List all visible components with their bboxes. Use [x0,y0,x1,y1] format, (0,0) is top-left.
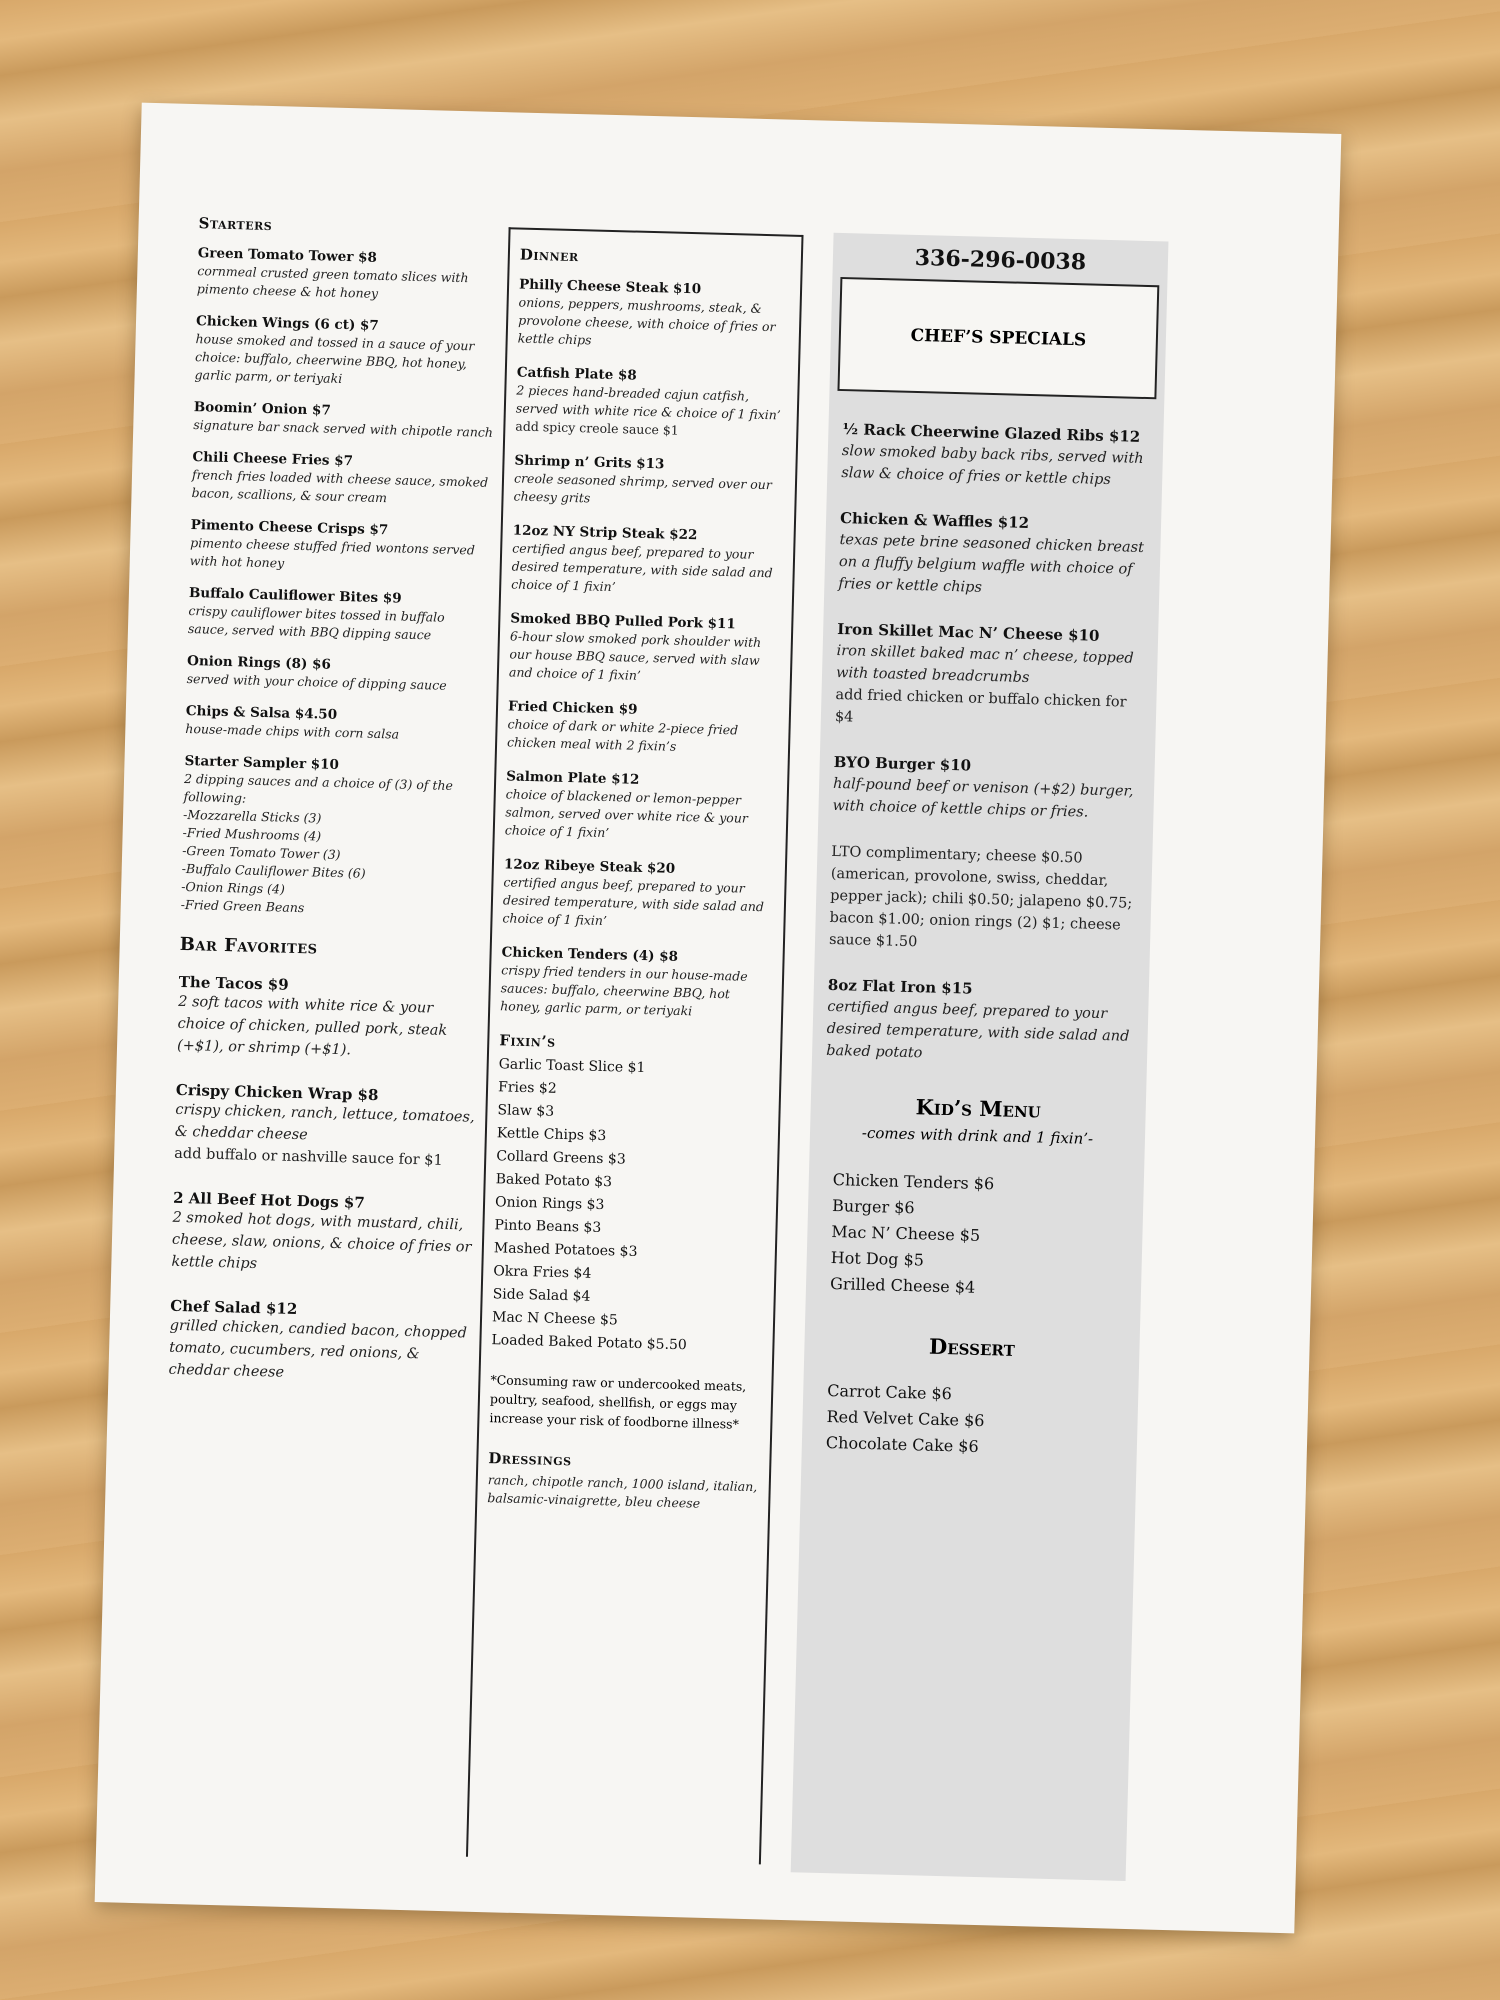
list-item: Mashed Potatoes $3 [493,1240,638,1260]
menu-item [835,619,1145,736]
item-name: Buffalo Cauliflower Bites $9 [188,585,402,607]
menu-paper [95,103,1342,1934]
menu-item [174,1081,476,1173]
list-item: Chocolate Cake $6 [825,1432,979,1456]
item-desc: french fries loaded with cheese sauce, smoked bacon, scallions, & sour cream [191,467,489,506]
item-desc: house smoked and tossed in a sauce of your choice: buffalo, cheerwine BBQ, hot honey, garlic parm, or teriyaki [194,331,475,386]
menu-item [185,702,486,746]
list-item: Side Salad $4 [492,1286,591,1305]
item-desc: crispy fried tenders in our house-made sauces: buffalo, cheerwine BBQ, hot honey, garlic parm, or teriyaki [500,962,748,1019]
list-item: Burger $6 [831,1196,915,1218]
list-item: Chicken Tenders $6 [832,1170,995,1194]
list-item: Mac N Cheese $5 [491,1309,618,1329]
item-name: Onion Rings (8) $6 [186,652,332,673]
list-item: Hot Dog $5 [830,1248,925,1270]
list-item: Onion Rings $3 [494,1194,605,1214]
menu-item [191,448,492,510]
item-name: The Tacos $9 [178,972,289,994]
item-name: 8oz Flat Iron $15 [827,975,973,998]
menu-item [509,609,782,688]
sampler-line: -Mozzarella Sticks (3) [182,806,322,826]
list-item: Mac N’ Cheese $5 [831,1222,981,1245]
burger-addons: LTO complimentary; cheese $0.50 (american, provolone, swiss, cheddar, pepper jack); chili $0.50; jalapeno $0.75; bacon $1.00; onion rings (2) $1; cheese sauce $1.50 [828,843,1133,951]
item-name: Smoked BBQ Pulled Pork $11 [510,610,737,633]
dressings-heading: Dressings [488,1449,572,1470]
item-desc: served with your choice of dipping sauce [186,670,447,693]
list-item: Pinto Beans $3 [494,1217,602,1237]
dessert-list [816,1378,1125,1464]
item-desc: onions, peppers, mushrooms, steak, & provolone cheese, with choice of fries or kettle chips [517,294,776,348]
list-item: Loaded Baked Potato $5.50 [491,1332,688,1354]
item-desc: creole seasoned shrimp, served over our cheesy grits [513,470,773,506]
food-safety-notice: *Consuming raw or undercooked meats, poultry, seafood, shellfish, or eggs may increase your risk of foodborne illness* [489,1372,747,1432]
item-desc: house-made chips with corn salsa [185,720,400,742]
bar-favorites-heading: Bar Favorites [179,933,318,959]
menu-item [826,975,1135,1070]
menu-item [168,1297,470,1389]
item-name: Pimento Cheese Crisps $7 [190,517,389,539]
bar-favorites [168,934,480,1389]
menu-item [502,855,775,934]
list-item: Kettle Chips $3 [496,1125,607,1145]
item-name: 12oz NY Strip Steak $22 [512,522,698,544]
fixins-list [491,1053,770,1359]
list-item: Carrot Cake $6 [827,1380,953,1404]
list-item: Garlic Toast Slice $1 [498,1056,646,1077]
dinner-heading: Dinner [519,245,579,266]
menu-item [186,652,487,696]
menu-item [177,973,479,1065]
item-desc: choice of dark or white 2-piece fried chicken meal with 2 fixin’s [506,716,739,754]
item-desc: 6-hour slow smoked pork shoulder with our house BBQ sauce, served with slaw and choice of 1 fixin’ [508,628,762,683]
menu-item [190,516,491,578]
list-item: Okra Fries $4 [493,1263,592,1282]
menu-item [197,244,498,306]
item-name: Boomin’ Onion $7 [193,399,332,419]
item-name: Chicken Wings (6 ct) $7 [195,313,380,334]
starters-list [181,244,498,922]
item-desc: slow smoked baby back ribs, served with slaw & choice of fries or kettle chips [841,443,1144,489]
chefs-specials-title: CHEF’S SPECIALS [910,325,1087,351]
menu-item [505,767,778,846]
menu-item [188,584,489,646]
starters-heading: Starters [198,214,273,235]
item-name: Salmon Plate $12 [506,768,640,788]
item-desc: certified angus beef, prepared to your desired temperature, with side salad and choice of 1 fixin’ [511,540,773,595]
item-desc: pimento cheese stuffed fried wontons served with hot honey [189,535,476,571]
menu-item [515,364,788,443]
item-name: Starter Sampler $10 [184,752,340,773]
sampler-line: -Green Tomato Tower (3) [182,842,341,863]
chefs-specials-box [837,277,1159,399]
item-name: Iron Skillet Mac N’ Cheese $10 [836,619,1100,645]
item-desc: half-pound beef or venison (+$2) burger, with choice of kettle chips or fries. [832,775,1134,821]
sampler-line: -Fried Green Beans [180,896,305,916]
kids-menu-note: -comes with drink and 1 fixin’- [861,1123,1094,1148]
menu-item [171,1189,473,1281]
phone-number: 336-296-0038 [914,244,1087,276]
menu-item [513,451,785,512]
sampler-line: -Onion Rings (4) [181,878,286,897]
starter-sampler [181,752,485,922]
item-name: Philly Cheese Steak $10 [518,276,702,298]
item-name: Chef Salad $12 [170,1296,298,1319]
list-item: Grilled Cheese $4 [829,1274,976,1297]
item-extra: add buffalo or nashville sauce for $1 [174,1145,443,1169]
item-desc: grilled chicken, candied bacon, chopped tomato, cucumbers, red onions, & cheddar cheese [168,1317,468,1381]
list-item: Collard Greens $3 [496,1148,626,1168]
item-desc: 2 soft tacos with white rice & your choice of chicken, pulled pork, steak (+$1), or shrimp (+$1). [176,993,448,1059]
item-desc: certified angus beef, prepared to your desired temperature, with side salad and baked potato [825,998,1130,1062]
list-item: Baked Potato $3 [495,1171,613,1191]
item-name: Chili Cheese Fries $7 [192,449,354,470]
menu-item [193,398,494,442]
menu-item [511,521,784,600]
item-name: ½ Rack Cheerwine Glazed Ribs $12 [842,420,1141,446]
item-desc: 2 smoked hot dogs, with mustard, chili, cheese, slaw, onions, & choice of fries or kettle chips [171,1209,472,1273]
item-name: BYO Burger $10 [833,752,972,775]
item-desc: texas pete brine seasoned chicken breast on a fluffy belgium waffle with choice of fries or kettle chips [838,532,1145,596]
list-item: Red Velvet Cake $6 [826,1406,985,1431]
item-extra: add spicy creole sauce $1 [515,418,679,438]
item-name: 2 All Beef Hot Dogs $7 [172,1188,366,1212]
menu-item [194,312,496,392]
item-name: Chicken Tenders (4) $8 [501,944,679,965]
item-name: Catfish Plate $8 [516,364,637,384]
item-desc: signature bar snack served with chipotle ranch [193,417,494,440]
sampler-line: 2 dipping sauces and a choice of (3) of the following: [183,770,454,806]
menu-item [517,276,790,355]
dressings-text: ranch, chipotle ranch, 1000 island, italian, balsamic-vinaigrette, bleu cheese [487,1472,758,1511]
left-column [168,214,499,1412]
fixins-heading: Fixin’s [499,1031,556,1051]
menu-item [832,752,1141,825]
menu-item [500,943,773,1022]
item-name: Chips & Salsa $4.50 [185,702,338,723]
dessert-heading: Dessert [928,1333,1016,1361]
kids-menu-list [820,1167,1130,1305]
menu-item [507,697,779,758]
item-name: Crispy Chicken Wrap $8 [175,1080,379,1105]
menu-item [841,419,1150,492]
right-column [791,233,1169,1881]
list-item: Slaw $3 [497,1102,555,1120]
kids-menu-heading: Kid’s Menu [915,1094,1042,1123]
item-name: Chicken & Waffles $12 [839,509,1030,532]
item-desc: cornmeal crusted green tomato slices with pimento cheese & hot honey [196,263,469,301]
item-desc: choice of blackened or lemon-pepper salmon, served over white rice & your choice of 1 fixin’ [504,786,749,841]
sampler-line: -Buffalo Cauliflower Bites (6) [181,860,366,881]
item-desc: 2 pieces hand-breaded cajun catfish, served with white rice & choice of 1 fixin’ [515,382,781,423]
middle-column [466,227,804,1864]
item-desc: iron skillet baked mac n’ cheese, topped with toasted breadcrumbs [835,642,1134,687]
item-extra: add fried chicken or buffalo chicken for $4 [834,686,1127,726]
sampler-line: -Fried Mushrooms (4) [182,824,322,844]
item-name: 12oz Ribeye Steak $20 [503,856,676,877]
item-name: Green Tomato Tower $8 [197,245,378,266]
menu-item [838,508,1147,603]
item-desc: crispy cauliflower bites tossed in buffalo sauce, served with BBQ dipping sauce [187,603,445,643]
item-name: Shrimp n’ Grits $13 [514,452,665,473]
item-desc: crispy chicken, ranch, lettuce, tomatoes, & cheddar cheese [174,1101,475,1144]
item-desc: certified angus beef, prepared to your desired temperature, with side salad and choice of 1 fixin’ [502,874,765,929]
list-item: Fries $2 [497,1079,557,1097]
item-name: Fried Chicken $9 [507,698,638,718]
